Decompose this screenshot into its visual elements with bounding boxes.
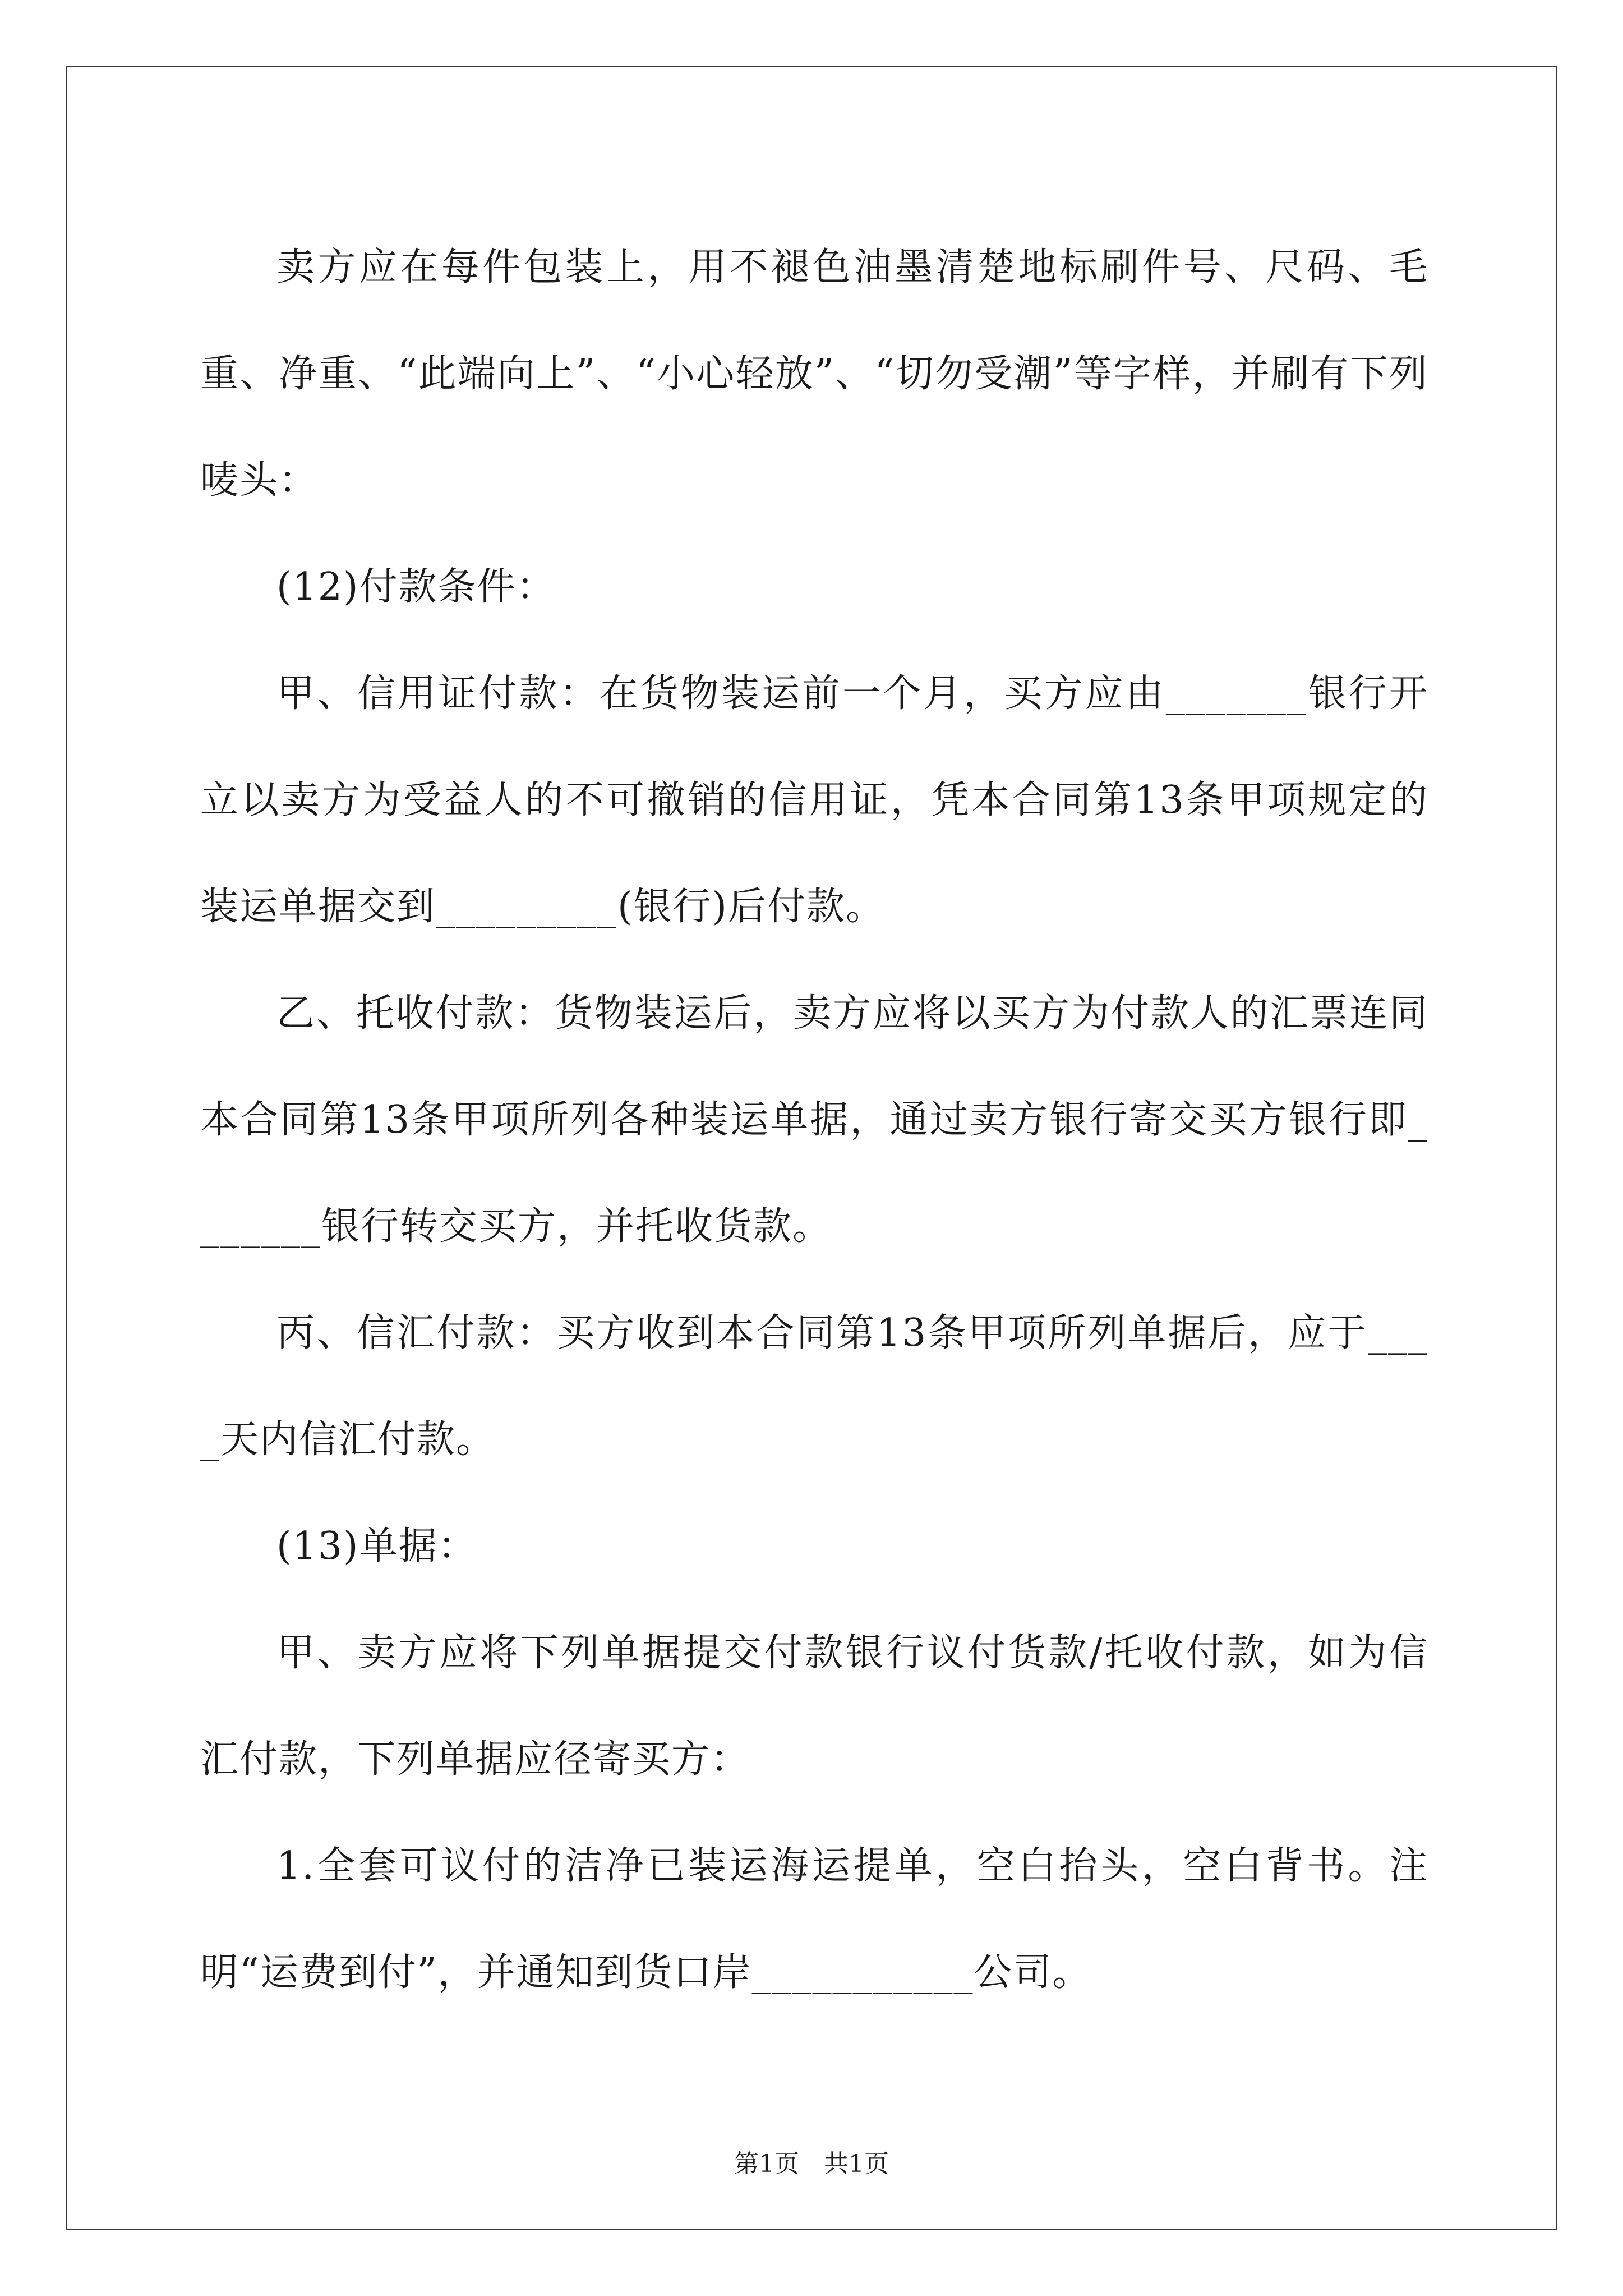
paragraph-documents-submission: 甲、卖方应将下列单据提交付款银行议付货款/托收付款，如为信汇付款，下列单据应径寄买方：: [200, 1631, 1428, 1782]
page-footer: 第1页 共1页: [734, 2150, 889, 2178]
paragraph-packing-marks: 卖方应在每件包装上，用不褪色油墨清楚地标刷件号、尺码、毛重、净重、“此端向上”、“小心轻放”、“切勿受潮”等字样，并刷有下列唛头：: [200, 245, 1428, 503]
paragraph-collection: 乙、托收付款：货物装运后，卖方应将以买方为付款人的汇票连同本合同第13条甲项所列各种装运单据，通过卖方银行寄交买方银行即_______银行转交买方，并托收货款。: [200, 991, 1428, 1249]
paragraph-payment-terms-heading: (12)付款条件：: [276, 565, 556, 609]
paragraph-documents-heading: (13)单据：: [276, 1524, 477, 1568]
document-body: [200, 214, 1428, 2026]
paragraph-mail-transfer: 丙、信汇付款：买方收到本合同第13条甲项所列单据后，应于____天内信汇付款。: [200, 1311, 1428, 1462]
paragraph-bill-of-lading: 1.全套可议付的洁净已装运海运提单，空白抬头，空白背书。注明“运费到付”，并通知到货口岸___________公司。: [200, 1844, 1428, 1995]
paragraph-letter-of-credit: 甲、信用证付款：在货物装运前一个月，买方应由_______银行开立以卖方为受益人的不可撤销的信用证，凭本合同第13条甲项规定的装运单据交到_________(银行)后付款。: [200, 671, 1428, 929]
